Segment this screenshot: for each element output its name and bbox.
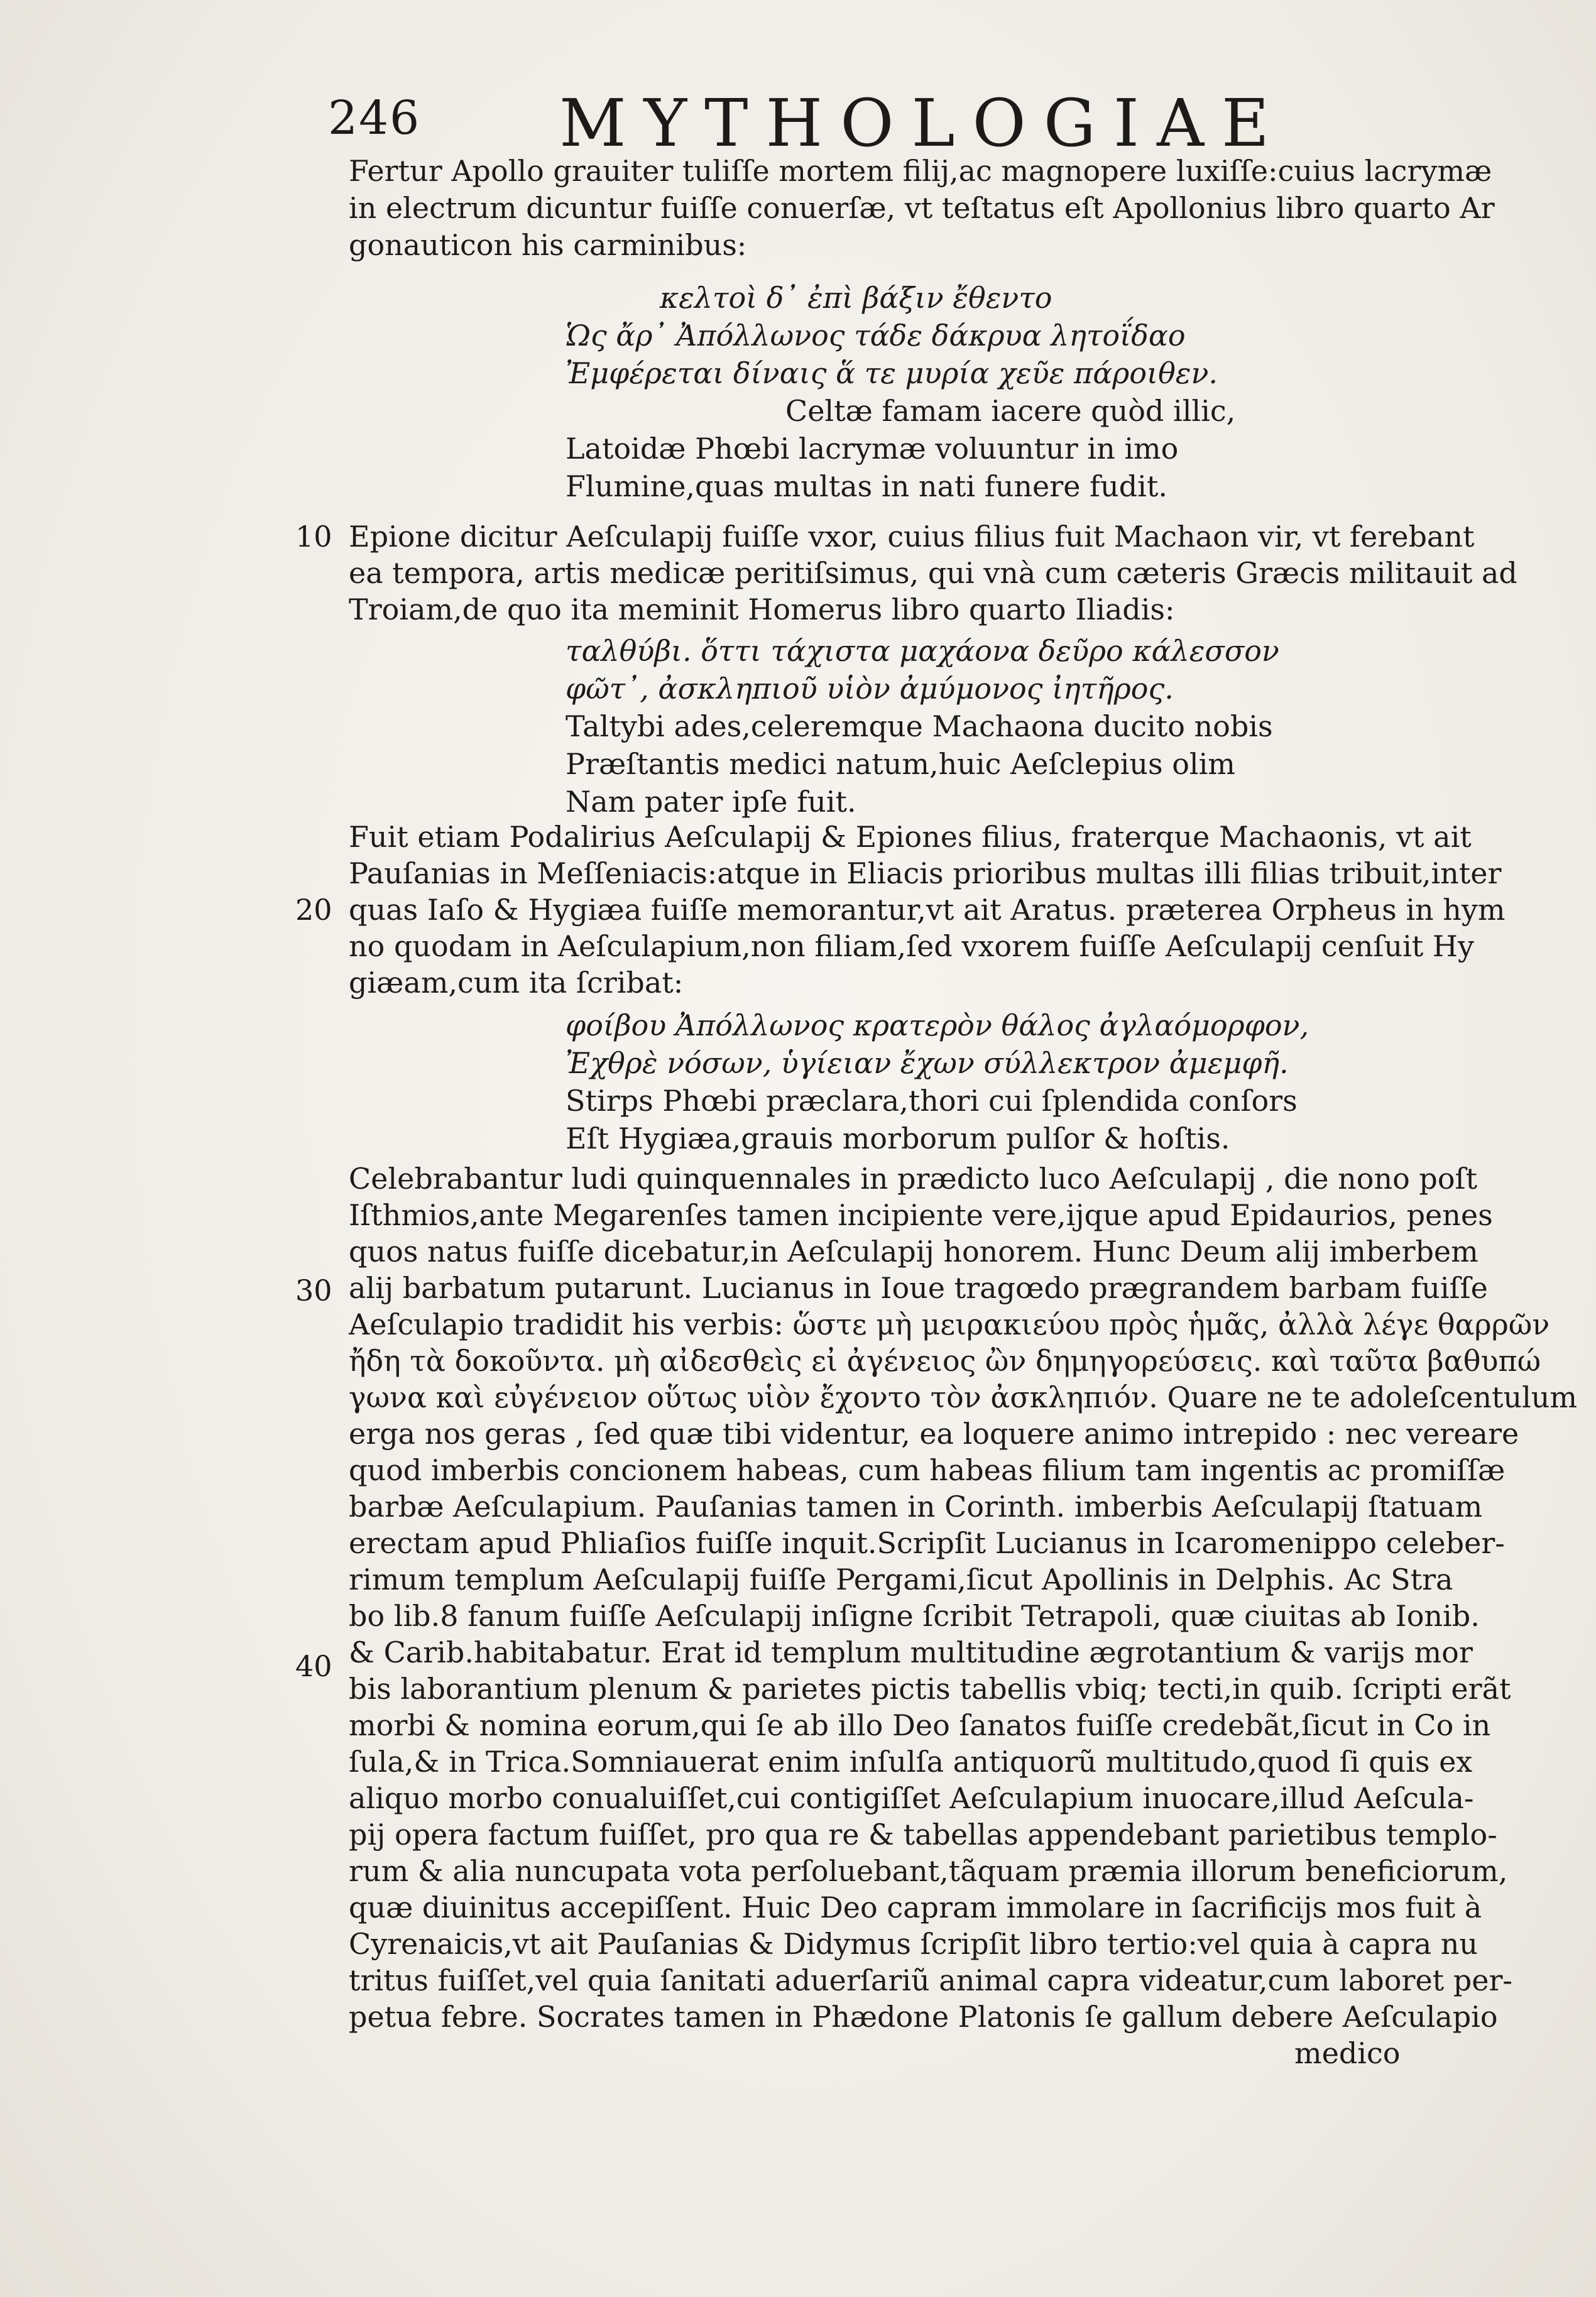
line-number-30: 30	[295, 1274, 332, 1307]
text-line: Epione dicitur Aeſculapij fuiſſe vxor, cuius filius fuit Machaon vir, vt ferebant	[349, 520, 1475, 554]
greek-verse-line: φῶτ᾽, ἀσκληπιοῦ υἱὸν ἀμύμονος ἰητῆρος.	[566, 672, 1174, 706]
text-line: Troiam,de quo ita meminit Homerus libro quarto Iliadis:	[349, 592, 1175, 626]
page-header	[0, 85, 1596, 160]
text-line: petua febre. Socrates tamen in Phædone Platonis ſe gallum debere Aeſculapio	[349, 2000, 1498, 2034]
text-line: alij barbatum putarunt. Lucianus in Ioue tragœdo prægrandem barbam fuiſſe	[349, 1271, 1488, 1305]
verse-line: Stirps Phœbi præclara,thori cui ſplendida conſors	[566, 1084, 1298, 1118]
text-line: Fertur Apollo grauiter tuliſſe mortem filij,ac magnopere luxiſſe:cuius lacrymæ	[349, 154, 1492, 188]
text-line: rimum templum Aeſculapij fuiſſe Pergami,ſicut Apollinis in Delphis. Ac Stra	[349, 1563, 1453, 1596]
text-line: gonauticon his carminibus:	[349, 228, 747, 262]
text-line: γωνα καὶ εὐγένειον οὕτως υἱὸν ἔχοντο τὸν ἀσκληπιόν. Quare ne te adoleſcentulum	[349, 1380, 1578, 1414]
verse-line: Taltybi ades,celeremque Machaona ducito nobis	[566, 709, 1273, 743]
text-line: ſula,& in Trica.Somniauerat enim inſulſa antiquorũ multitudo,quod ſi quis ex	[349, 1745, 1473, 1779]
text-line: pij opera factum fuiſſet, pro qua re & tabellas appendebant parietibus templo-	[349, 1818, 1497, 1852]
text-line: aliquo morbo conualuiſſet,cui contigiſſet Aeſculapium inuocare,illud Aeſcula-	[349, 1781, 1474, 1815]
text-line: quas Iaſo & Hygiæa fuiſſe memorantur,vt ait Aratus. præterea Orpheus in hym	[349, 893, 1506, 927]
page-number: 246	[328, 91, 421, 145]
text-line: morbi & nomina eorum,qui ſe ab illo Deo ſanatos fuiſſe credebãt,ſicut in Co in	[349, 1708, 1491, 1742]
text-line: in electrum dicuntur fuiſſe conuerſæ, vt teſtatus eſt Apollonius libro quarto Ar	[349, 191, 1495, 225]
text-line: ἤδη τὰ δοκοῦντα. μὴ αἰδεσθεὶς εἰ ἀγένειος ὢν δημηγορεύσεις. καὶ ταῦτα βαθυπώ	[349, 1344, 1541, 1378]
text-line: Cyrenaicis,vt ait Pauſanias & Didymus ſcripſit libro tertio:vel quia à capra nu	[349, 1927, 1478, 1961]
verse-line: Latoidæ Phœbi lacrymæ voluuntur in imo	[566, 432, 1179, 466]
text-line: Pauſanias in Meſſeniacis:atque in Eliacis prioribus multas illi filias tribuit,inter	[349, 856, 1502, 890]
text-line: ea tempora, artis medicæ peritiſsimus, qui vnà cum cæteris Græcis militauit ad	[349, 556, 1517, 590]
greek-verse-line: φοίβου Ἀπόλλωνος κρατερὸν θάλος ἀγλαόμορφον,	[566, 1008, 1309, 1042]
text-line: & Carib.habitabatur. Erat id templum multitudine ægrotantium & varijs mor	[349, 1635, 1473, 1669]
text-line: quod imberbis concionem habeas, cum habeas filium tam ingentis ac promiſſæ	[349, 1453, 1506, 1487]
greek-verse-line: Ἐμφέρεται δίναις ἅ τε μυρία χεῦε πάροιθεν.	[566, 356, 1218, 390]
text-body	[0, 150, 1596, 2286]
text-line: rum & alia nuncupata vota perſoluebant,tãquam præmia illorum beneficiorum,	[349, 1854, 1508, 1888]
greek-verse-line: ταλθύβι. ὅττι τάχιστα μαχάονα δεῦρο κάλεσσον	[566, 634, 1279, 668]
text-line: Aeſculapio tradidit his verbis: ὥστε μὴ μειρακιεύου πρὸς ἡμᾶς, ἀλλὰ λέγε θαρρῶν	[349, 1307, 1550, 1341]
greek-verse-line: Ὡς ἄρ᾽ Ἀπόλλωνος τάδε δάκρυα λητοΐδαο	[566, 319, 1186, 352]
verse-line: Præſtantis medici natum,huic Aeſclepius olim	[566, 747, 1235, 781]
running-head: MYTHOLOGIAE	[559, 85, 1287, 161]
verse-line: Flumine,quas multas in nati funere fudit.	[566, 469, 1167, 503]
text-line: barbæ Aeſculapium. Pauſanias tamen in Corinth. imberbis Aeſculapij ſtatuam	[349, 1490, 1483, 1524]
text-line: bis laborantium plenum & parietes pictis tabellis vbiq; tecti,in quib. ſcripti erãt	[349, 1672, 1511, 1706]
line-number-40: 40	[295, 1649, 332, 1683]
verse-line: Eſt Hygiæa,grauis morborum pulſor & hoſtis.	[566, 1121, 1230, 1155]
greek-verse-line: κελτοὶ δ᾽ ἐπὶ βάξιν ἔθεντο	[660, 281, 1052, 315]
catchword: medico	[1294, 2036, 1401, 2070]
line-number-10: 10	[295, 520, 332, 554]
greek-verse-line: Ἐχθρὲ νόσων, ὑγίειαν ἔχων σύλλεκτρον ἀμεμφῆ.	[566, 1046, 1289, 1080]
text-line: no quodam in Aeſculapium,non filiam,ſed vxorem fuiſſe Aeſculapij cenſuit Hy	[349, 929, 1475, 963]
text-line: bo lib.8 fanum fuiſſe Aeſculapij inſigne ſcribit Tetrapoli, quæ ciuitas ab Ionib.	[349, 1599, 1480, 1633]
text-line: Iſthmios,ante Megarenſes tamen incipiente vere,ijque apud Epidaurios, penes	[349, 1198, 1493, 1232]
text-line: quos natus fuiſſe dicebatur,in Aeſculapij honorem. Hunc Deum alij imberbem	[349, 1235, 1478, 1269]
line-number-20: 20	[295, 893, 332, 927]
text-line: erga nos geras , ſed quæ tibi videntur, ea loquere animo intrepido : nec vereare	[349, 1417, 1519, 1451]
text-line: Celebrabantur ludi quinquennales in prædicto luco Aeſculapij , die nono poſt	[349, 1162, 1478, 1196]
text-line: erectam apud Phliaſios fuiſſe inquit.Scripſit Lucianus in Icaromenippo celeber-	[349, 1526, 1505, 1560]
text-line: tritus fuiſſet,vel quia ſanitati aduerſariũ animal capra videatur,cum laboret per-	[349, 1963, 1512, 1997]
text-line: quæ diuinitus accepiſſent. Huic Deo capram immolare in ſacrificijs mos fuit à	[349, 1891, 1482, 1924]
verse-line: Celtæ famam iacere quòd illic,	[785, 394, 1236, 428]
text-line: giæam,cum ita ſcribat:	[349, 966, 684, 1000]
verse-line: Nam pater ipſe fuit.	[566, 785, 856, 819]
text-line: Fuit etiam Podalirius Aeſculapij & Epiones filius, fraterque Machaonis, vt ait	[349, 820, 1472, 854]
